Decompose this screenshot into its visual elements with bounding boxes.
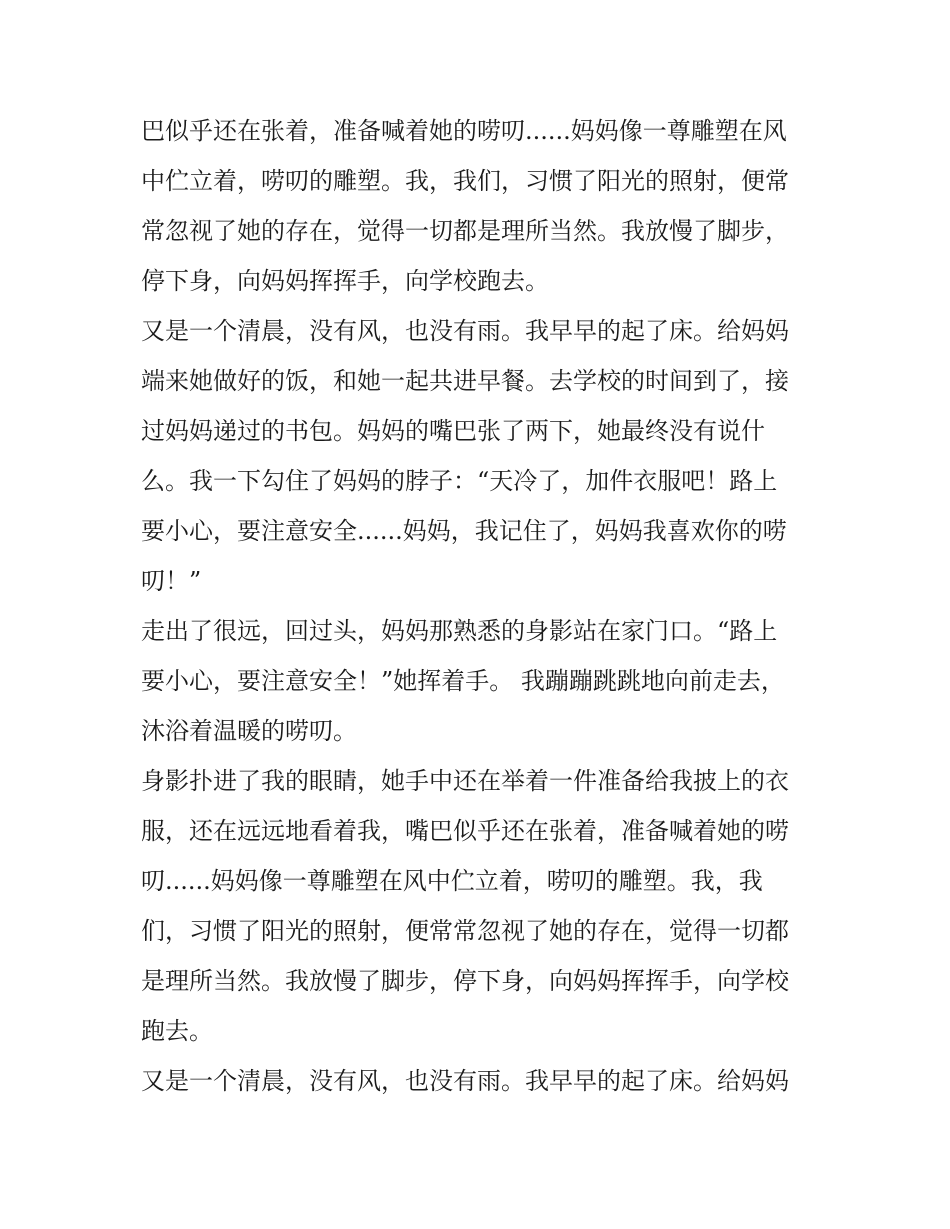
document-body — [141, 112, 821, 1112]
text-line: 常忽视了她的存在，觉得一切都是理所当然。我放慢了脚步， — [141, 217, 789, 245]
text-line: 服，还在远远地看着我，嘴巴似乎还在张着，准备喊着她的唠 — [141, 817, 789, 845]
text-line: 走出了很远，回过头，妈妈那熟悉的身影站在家门口。“路上 — [141, 617, 778, 645]
text-line: 要小心，要注意安全......妈妈，我记住了，妈妈我喜欢你的唠 — [141, 517, 787, 545]
text-line: 跑去。 — [141, 1017, 213, 1045]
text-line: 身影扑进了我的眼睛，她手中还在举着一件准备给我披上的衣 — [141, 767, 789, 795]
text-line: 们，习惯了阳光的照射，便常常忽视了她的存在，觉得一切都 — [141, 917, 789, 945]
text-line: 沐浴着温暖的唠叨。 — [141, 717, 357, 745]
text-line: 是理所当然。我放慢了脚步，停下身，向妈妈挥挥手，向学校 — [141, 967, 789, 995]
text-line: 端来她做好的饭，和她一起共进早餐。去学校的时间到了，接 — [141, 367, 789, 395]
text-line: 停下身，向妈妈挥挥手，向学校跑去。 — [141, 267, 549, 295]
text-line: 叨！” — [141, 567, 202, 595]
text-line: 巴似乎还在张着，准备喊着她的唠叨......妈妈像一尊雕塑在风 — [141, 117, 787, 145]
text-line: 叨......妈妈像一尊雕塑在风中伫立着，唠叨的雕塑。我，我 — [141, 867, 763, 895]
text-line: 过妈妈递过的书包。妈妈的嘴巴张了两下，她最终没有说什 — [141, 417, 765, 445]
text-line: 么。我一下勾住了妈妈的脖子：“天冷了，加件衣服吧！路上 — [141, 467, 778, 495]
text-line: 中伫立着，唠叨的雕塑。我，我们，习惯了阳光的照射，便常 — [141, 167, 789, 195]
text-line: 又是一个清晨，没有风，也没有雨。我早早的起了床。给妈妈 — [141, 1067, 789, 1095]
text-line: 又是一个清晨，没有风，也没有雨。我早早的起了床。给妈妈 — [141, 317, 789, 345]
text-line: 要小心，要注意安全！”她挥着手。 我蹦蹦跳跳地向前走去， — [141, 667, 785, 695]
